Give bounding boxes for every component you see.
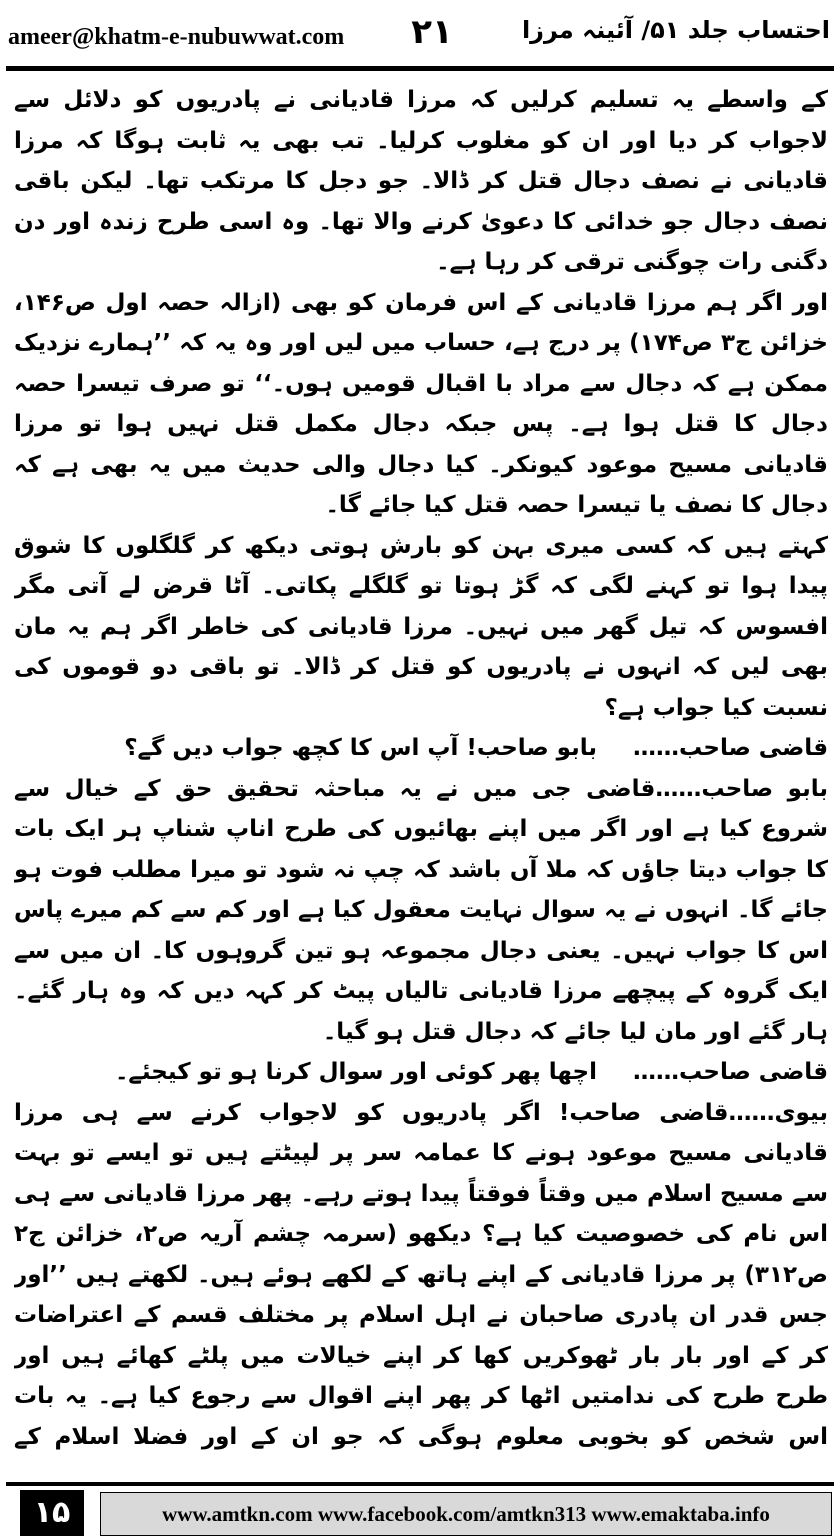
header-email: ameer@khatm-e-nubuwwat.com: [8, 24, 345, 50]
speaker-label: بابو صاحب……: [655, 775, 828, 802]
header-title: احتساب جلد ۵۱/ آئینہ مرزا: [521, 16, 830, 44]
page-footer: [0, 1482, 840, 1540]
paragraph-2: اور اگر ہم مرزا قادیانی کے اس فرمان کو بھی (ازالہ حصہ اول ص۱۴۶، خزائن ج۳ ص۱۷۴) پر درج ہے، حساب میں لیں اور وہ یہ کہ ’’ہمارے نزدیک ممکن ہے کہ دجال سے مراد با اقبال قومیں ہوں۔‘‘ تو صرف تیسرا حصہ دجال کا قتل ہوا ہے۔ پس جبکہ دجال مکمل قتل نہیں ہوا تو مرزا قادیانی مسیح موعود کیونکر۔ کیا دجال والی حدیث میں یہ بھی ہے کہ دجال کا نصف یا تیسرا حصہ قتل کیا جائے گا۔: [14, 289, 828, 518]
page-header: [0, 0, 840, 74]
header-page-number: ۲۱: [411, 12, 453, 52]
header-divider: [6, 66, 834, 71]
footer-page-number: ۱۵: [20, 1490, 84, 1536]
footer-links: www.amtkn.com www.facebook.com/amtkn313 www.emaktaba.info: [100, 1492, 832, 1536]
footer-divider: [6, 1482, 834, 1486]
dialogue-text: قاضی صاحب! اگر پادریوں کو لاجواب کرنے سے ہی مرزا قادیانی مسیح موعود ہونے کا عمامہ سر پر لپیٹتے ہیں تو ایسے تو بہت سے مسیح اسلام میں وقتاً فوقتاً پیدا ہوتے رہے۔ پھر مرزا قادیانی سے ہی اس نام کی خصوصیت کیا ہے؟ دیکھو (سرمہ چشم آریہ ص۲، خزائن ج۲ ص۳۱۲) پر مرزا قادیانی کے اپنے ہاتھ کے لکھے ہوئے ہیں۔ لکھتے ہیں ’’اور جس قدر ان پادری صاحبان نے اہل اسلام پر مختلف قسم کے اعتراضات کر کے اور بار بار ٹھوکریں کھا کر اپنے خیالات میں پلٹے کھائے ہیں اور طرح طرح کی ندامتیں اٹھا کر پھر اپنے اقوال سے رجوع کیا ہے۔ یہ بات اس شخص کو بخوبی معلوم ہوگی کہ جو ان کے اور فضلا اسلام کے: [14, 1099, 828, 1450]
paragraph-1: کے واسطے یہ تسلیم کرلیں کہ مرزا قادیانی نے پادریوں کو دلائل سے لاجواب کر دیا اور ان کو مغلوب کرلیا۔ تب بھی یہ ثابت ہوگا کہ مرزا قادیانی نے نصف دجال قتل کر ڈالا۔ جو دجل کا مرتکب تھا۔ لیکن باقی نصف دجال جو خدائی کا دعویٰ کرنے والا تھا۔ وہ اسی طرح زندہ اور دن دگنی رات چوگنی ترقی کر رہا ہے۔: [14, 87, 828, 275]
dialogue-text: بابو صاحب! آپ اس کا کچھ جواب دیں گے؟: [124, 735, 598, 761]
page-body: [14, 80, 828, 1465]
dialogue-text: قاضی جی میں نے یہ مباحثہ تحقیق حق کے خیال سے شروع کیا ہے اور اگر میں اپنے بھائیوں کی طرح اناپ شناپ ہر ایک بات کا جواب دیتا جاؤں کہ ملا آں باشد کہ چپ نہ شود تو میرا مطلب فوت ہو جائے گا۔ انہوں نے یہ سوال نہایت معقول کیا ہے اور کم سے کم میرے پاس اس کا جواب نہیں۔ یعنی دجال مجموعہ ہو تین گروہوں کا۔ ان میں سے ایک گروہ کے پیچھے مرزا قادیانی تالیاں پیٹ کر کہہ دیں کہ وہ ہار گئے۔ ہار گئے اور مان لیا جائے کہ دجال قتل ہو گیا۔: [14, 775, 828, 1045]
speaker-label: بیوی……: [728, 1099, 828, 1126]
speaker-label: قاضی صاحب……: [633, 1059, 828, 1085]
dialogue-text: اچھا پھر کوئی اور سوال کرنا ہو تو کیجئے۔: [114, 1059, 598, 1085]
dialogue-biwi: [14, 1093, 828, 1466]
dialogue-qazi-2: [14, 1052, 828, 1093]
paragraph-3: کہتے ہیں کہ کسی میری بہن کو بارش ہوتی دیکھ کر گلگلوں کا شوق پیدا ہوا تو کہنے لگی کہ گڑ ہوتا تو گلگلے پکاتی۔ آٹا قرض لے آتی مگر افسوس کہ تیل گھر میں نہیں۔ مرزا قادیانی کی خاطر اگر ہم یہ مان بھی لیں کہ انہوں نے پادریوں کو قتل کر ڈالا۔ تو باقی دو قوموں کی نسبت کیا جواب ہے؟: [14, 532, 828, 721]
speaker-label: قاضی صاحب……: [633, 735, 828, 761]
dialogue-qazi-1: [14, 728, 828, 769]
dialogue-babu-1: [14, 769, 828, 1053]
